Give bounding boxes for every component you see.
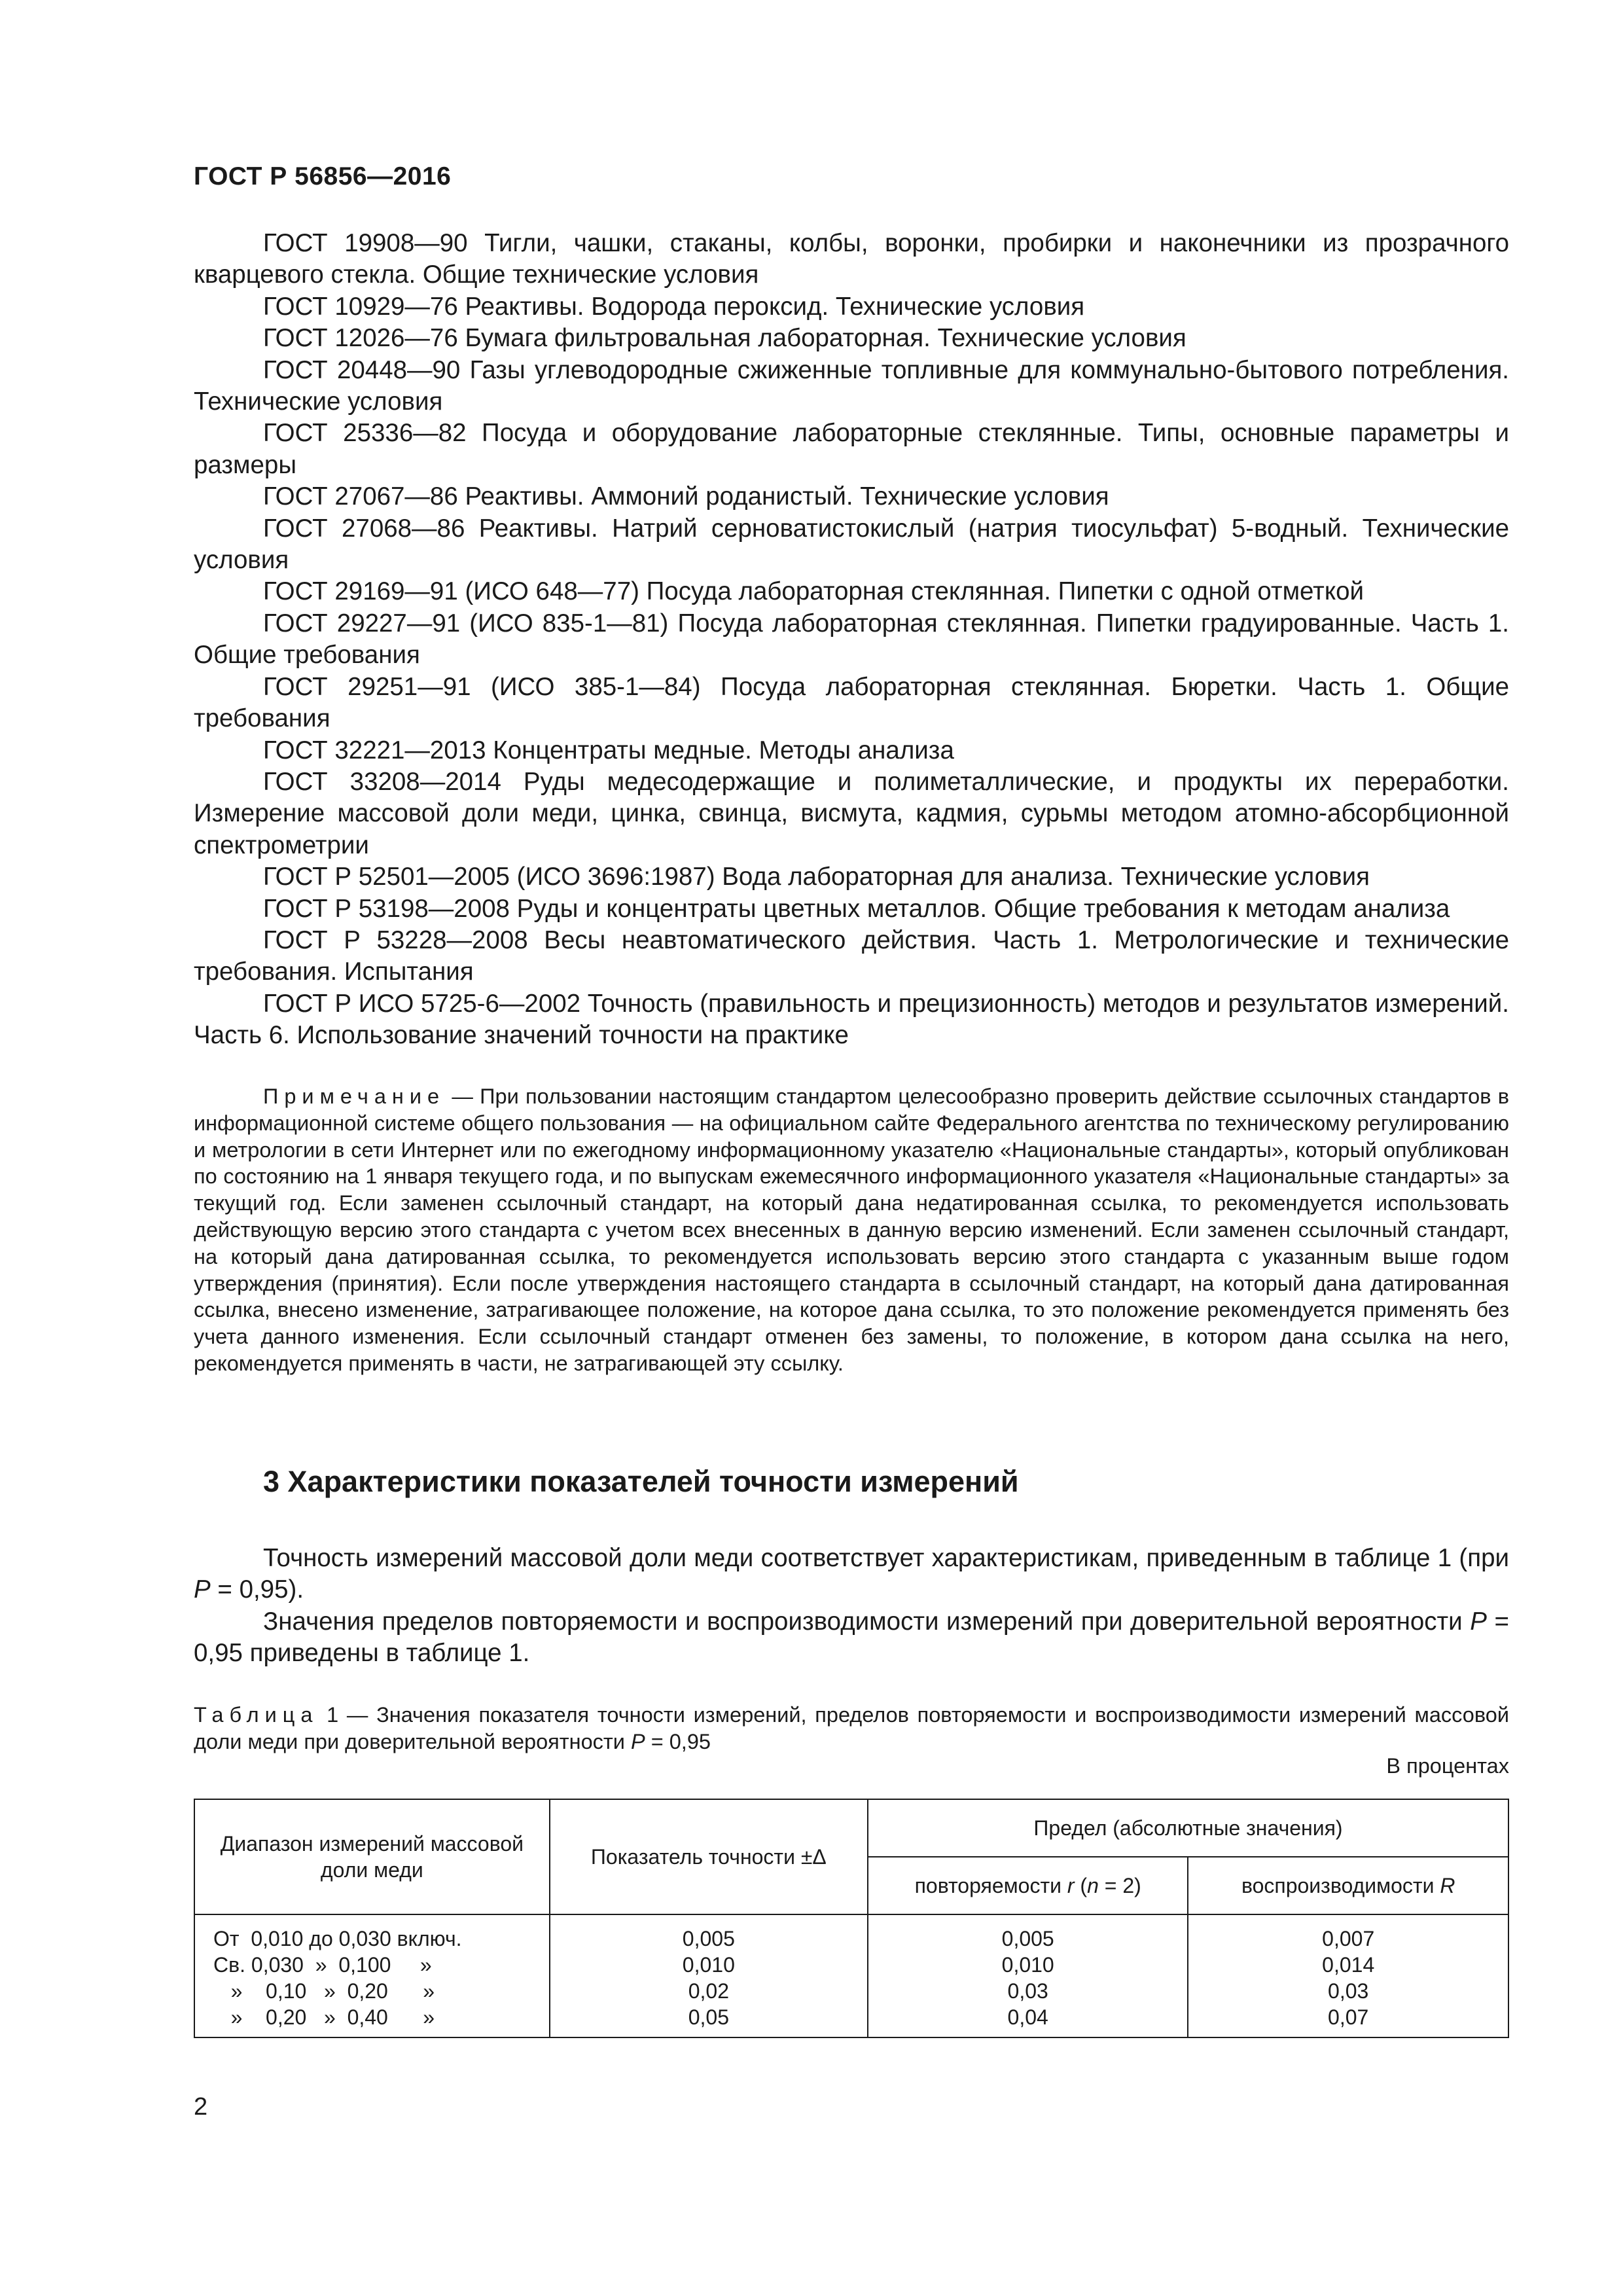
cell-repeatability: 0,04 bbox=[868, 2004, 1188, 2037]
reproducibility-symbol: R bbox=[1440, 1874, 1455, 1897]
table-label: Таблица bbox=[194, 1703, 319, 1727]
table-unit-label: В процентах bbox=[1386, 1754, 1509, 1778]
table-caption bbox=[194, 1702, 1509, 1755]
cell-range: » 0,20 » 0,40 » bbox=[194, 2004, 550, 2037]
accuracy-paragraph bbox=[194, 1543, 1509, 1606]
cell-repeatability: 0,03 bbox=[868, 1978, 1188, 2004]
note-text: — При пользовании настоящим стандартом целесообразно проверить действие ссылочных стандартов в информационной системе общего пользования — на официальном сайте Федерального агентства по техническому регулированию и метрологии в сети Интернет или по ежегодному информационному указателю «Национальные стандарты», который опубликован по состоянию на 1 января текущего года, и по выпускам ежемесячного информационного указателя «Национальные стандарты» за текущий год. Если заменен ссылочный стандарт, на который дана недатированная ссылка, то рекомендуется использовать действующую версию этого стандарта с учетом всех внесенных в данную версию изменений. Если заменен ссылочный стандарт, на который дана датированная ссылка, то рекомендуется использовать версию этого стандарта с указанным выше годом утверждения (принятия). Если после утверждения настоящего стандарта в ссылочный стандарт, на который дана датированная ссылка, внесено изменение, затрагивающее положение, на которое дана ссылка, то это положение рекомендуется применять без учета данного изменения. Если ссылочный стандарт отменен без замены, то положение, в котором дана ссылка на него, рекомендуется применять в части, не затрагивающей эту ссылку. bbox=[194, 1085, 1509, 1375]
reference-item: ГОСТ Р 53228—2008 Весы неавтоматического действия. Часть 1. Метрологические и технические требования. Испытания bbox=[194, 925, 1509, 986]
limits-paragraph bbox=[194, 1606, 1509, 1670]
reference-item: ГОСТ 29227—91 (ИСО 835-1—81) Посуда лабораторная стеклянная. Пипетки градуированные. Часть 1. Общие требования bbox=[194, 609, 1509, 670]
header-repeatability-text: повторяемости bbox=[914, 1874, 1067, 1897]
cell-accuracy: 0,010 bbox=[550, 1952, 868, 1978]
reference-item: ГОСТ 27067—86 Реактивы. Аммоний роданистый. Технические условия bbox=[263, 482, 1109, 511]
reference-item: ГОСТ Р 53198—2008 Руды и концентраты цветных металлов. Общие требования к методам анализа bbox=[263, 894, 1450, 923]
cell-range: Св. 0,030 » 0,100 » bbox=[194, 1952, 550, 1978]
cell-range: От 0,010 до 0,030 включ. bbox=[194, 1914, 550, 1952]
reference-item: ГОСТ 33208—2014 Руды медесодержащие и полиметаллические, и продукты их переработки. Измерение массовой доли меди, цинка, свинца, висмута, кадмия, сурьмы методом атомно-абсорбционной спектрометрии bbox=[194, 767, 1509, 859]
repeatability-symbol: r bbox=[1067, 1874, 1075, 1897]
section-heading: 3 Характеристики показателей точности измерений bbox=[263, 1465, 1019, 1498]
reference-item: ГОСТ Р ИСО 5725-6—2002 Точность (правильность и прецизионность) методов и результатов измерений. Часть 6. Использование значений точности на практике bbox=[194, 989, 1509, 1050]
limits-paragraph-tail: = 0,95 приведены в таблице 1. bbox=[194, 1607, 1510, 1668]
reference-note bbox=[194, 1083, 1509, 1377]
cell-repeatability: 0,005 bbox=[868, 1914, 1188, 1952]
reference-item: ГОСТ 29251—91 (ИСО 385-1—84) Посуда лабораторная стеклянная. Бюретки. Часть 1. Общие требования bbox=[194, 672, 1509, 733]
reference-item: ГОСТ 12026—76 Бумага фильтровальная лабораторная. Технические условия bbox=[263, 324, 1186, 353]
cell-reproducibility: 0,014 bbox=[1188, 1952, 1508, 1978]
accuracy-table bbox=[194, 1799, 1509, 2038]
table-row bbox=[194, 1952, 1508, 1978]
header-limit-group: Предел (абсолютные значения) bbox=[868, 1799, 1508, 1857]
header-repeatability-tail: = 2) bbox=[1098, 1874, 1141, 1897]
cell-accuracy: 0,05 bbox=[550, 2004, 868, 2037]
header-range: Диапазон измерений массовой доли меди bbox=[194, 1799, 550, 1914]
reference-item: ГОСТ 27068—86 Реактивы. Натрий серноватистокислый (натрия тиосульфат) 5-водный. Технические условия bbox=[194, 514, 1509, 575]
table-number: 1 bbox=[327, 1703, 339, 1727]
reference-item: ГОСТ Р 52501—2005 (ИСО 3696:1987) Вода лабораторная для анализа. Технические условия bbox=[263, 863, 1370, 891]
section-body bbox=[194, 1543, 1509, 1670]
header-reproducibility-text: воспроизводимости bbox=[1241, 1874, 1440, 1897]
cell-reproducibility: 0,03 bbox=[1188, 1978, 1508, 2004]
header-reproducibility bbox=[1188, 1857, 1508, 1914]
cell-accuracy: 0,005 bbox=[550, 1914, 868, 1952]
n-symbol: n bbox=[1087, 1874, 1099, 1897]
accuracy-paragraph-text: Точность измерений массовой доли меди соответствует характеристикам, приведенным в таблице 1 (при bbox=[263, 1544, 1509, 1572]
cell-reproducibility: 0,07 bbox=[1188, 2004, 1508, 2037]
limits-paragraph-text: Значения пределов повторяемости и воспроизводимости измерений при доверительной вероятности bbox=[263, 1607, 1471, 1636]
reference-item: ГОСТ 25336—82 Посуда и оборудование лабораторные стеклянные. Типы, основные параметры и размеры bbox=[194, 419, 1509, 479]
cell-accuracy: 0,02 bbox=[550, 1978, 868, 2004]
page-number: 2 bbox=[194, 2093, 208, 2121]
reference-item: ГОСТ 19908—90 Тигли, чашки, стаканы, колбы, воронки, пробирки и наконечники из прозрачного кварцевого стекла. Общие технические условия bbox=[194, 229, 1509, 289]
note-label: Примечание bbox=[263, 1085, 446, 1108]
header-repeatability-paren: ( bbox=[1074, 1874, 1088, 1897]
cell-reproducibility: 0,007 bbox=[1188, 1914, 1508, 1952]
accuracy-paragraph-tail: = 0,95). bbox=[210, 1575, 304, 1604]
reference-item: ГОСТ 29169—91 (ИСО 648—77) Посуда лабораторная стеклянная. Пипетки с одной отметкой bbox=[263, 577, 1364, 606]
table-row bbox=[194, 2004, 1508, 2037]
header-accuracy: Показатель точности ±Δ bbox=[550, 1799, 868, 1914]
normative-references-list bbox=[194, 228, 1509, 1052]
probability-symbol: P bbox=[1470, 1607, 1487, 1636]
document-header: ГОСТ Р 56856—2016 bbox=[194, 162, 452, 190]
table-caption-tail: = 0,95 bbox=[645, 1729, 711, 1753]
cell-repeatability: 0,010 bbox=[868, 1952, 1188, 1978]
probability-symbol: P bbox=[631, 1729, 645, 1753]
probability-symbol: P bbox=[194, 1575, 211, 1604]
reference-item: ГОСТ 32221—2013 Концентраты медные. Методы анализа bbox=[263, 736, 954, 764]
table-row bbox=[194, 1914, 1508, 1952]
reference-item: ГОСТ 10929—76 Реактивы. Водорода пероксид. Технические условия bbox=[263, 292, 1085, 321]
cell-range: » 0,10 » 0,20 » bbox=[194, 1978, 550, 2004]
table-row bbox=[194, 1978, 1508, 2004]
table-caption-text: — Значения показателя точности измерений, пределов повторяемости и воспроизводимости измерений массовой доли меди при доверительной вероятности bbox=[194, 1703, 1509, 1753]
reference-item: ГОСТ 20448—90 Газы углеводородные сжиженные топливные для коммунально-бытового потребления. Технические условия bbox=[194, 355, 1509, 416]
header-repeatability bbox=[868, 1857, 1188, 1914]
